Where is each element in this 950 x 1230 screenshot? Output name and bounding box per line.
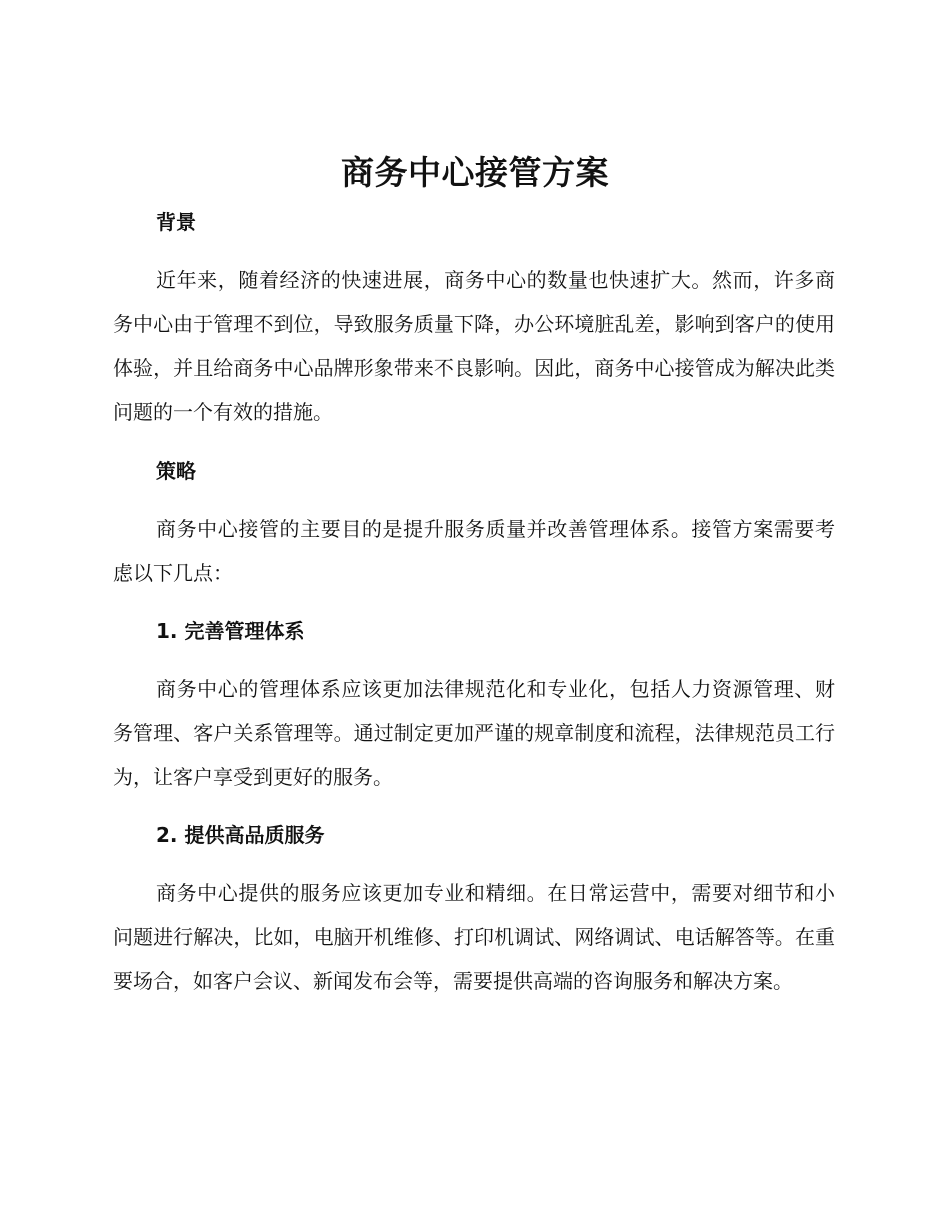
section-paragraph-quality-service: 商务中心提供的服务应该更加专业和精细。在日常运营中，需要对细节和小问题进行解决，比如，电脑开机维修、打印机调试、网络调试、电话解答等。在重要场合，如客户会议、新闻发布会等，需要提供高端的咨询服务和解决方案。 [113,881,835,993]
document-title: 商务中心接管方案 [341,153,609,192]
section-paragraph-strategy: 商务中心接管的主要目的是提升服务质量并改善管理体系。接管方案需要考虑以下几点： [113,517,835,585]
section-paragraph-background: 近年来，随着经济的快速进展，商务中心的数量也快速扩大。然而，许多商务中心由于管理不到位，导致服务质量下降，办公环境脏乱差，影响到客户的使用体验，并且给商务中心品牌形象带来不良影响。因此，商务中心接管成为解决此类问题的一个有效的措施。 [113,268,835,424]
section-heading-background: 背景 [156,210,196,234]
section-heading-management-system: 1. 完善管理体系 [156,619,305,643]
section-paragraph-management-system: 商务中心的管理体系应该更加法律规范化和专业化，包括人力资源管理、财务管理、客户关系管理等。通过制定更加严谨的规章制度和流程，法律规范员工行为，让客户享受到更好的服务。 [113,677,835,789]
section-heading-quality-service: 2. 提供高品质服务 [156,823,325,847]
section-heading-strategy: 策略 [156,459,196,483]
